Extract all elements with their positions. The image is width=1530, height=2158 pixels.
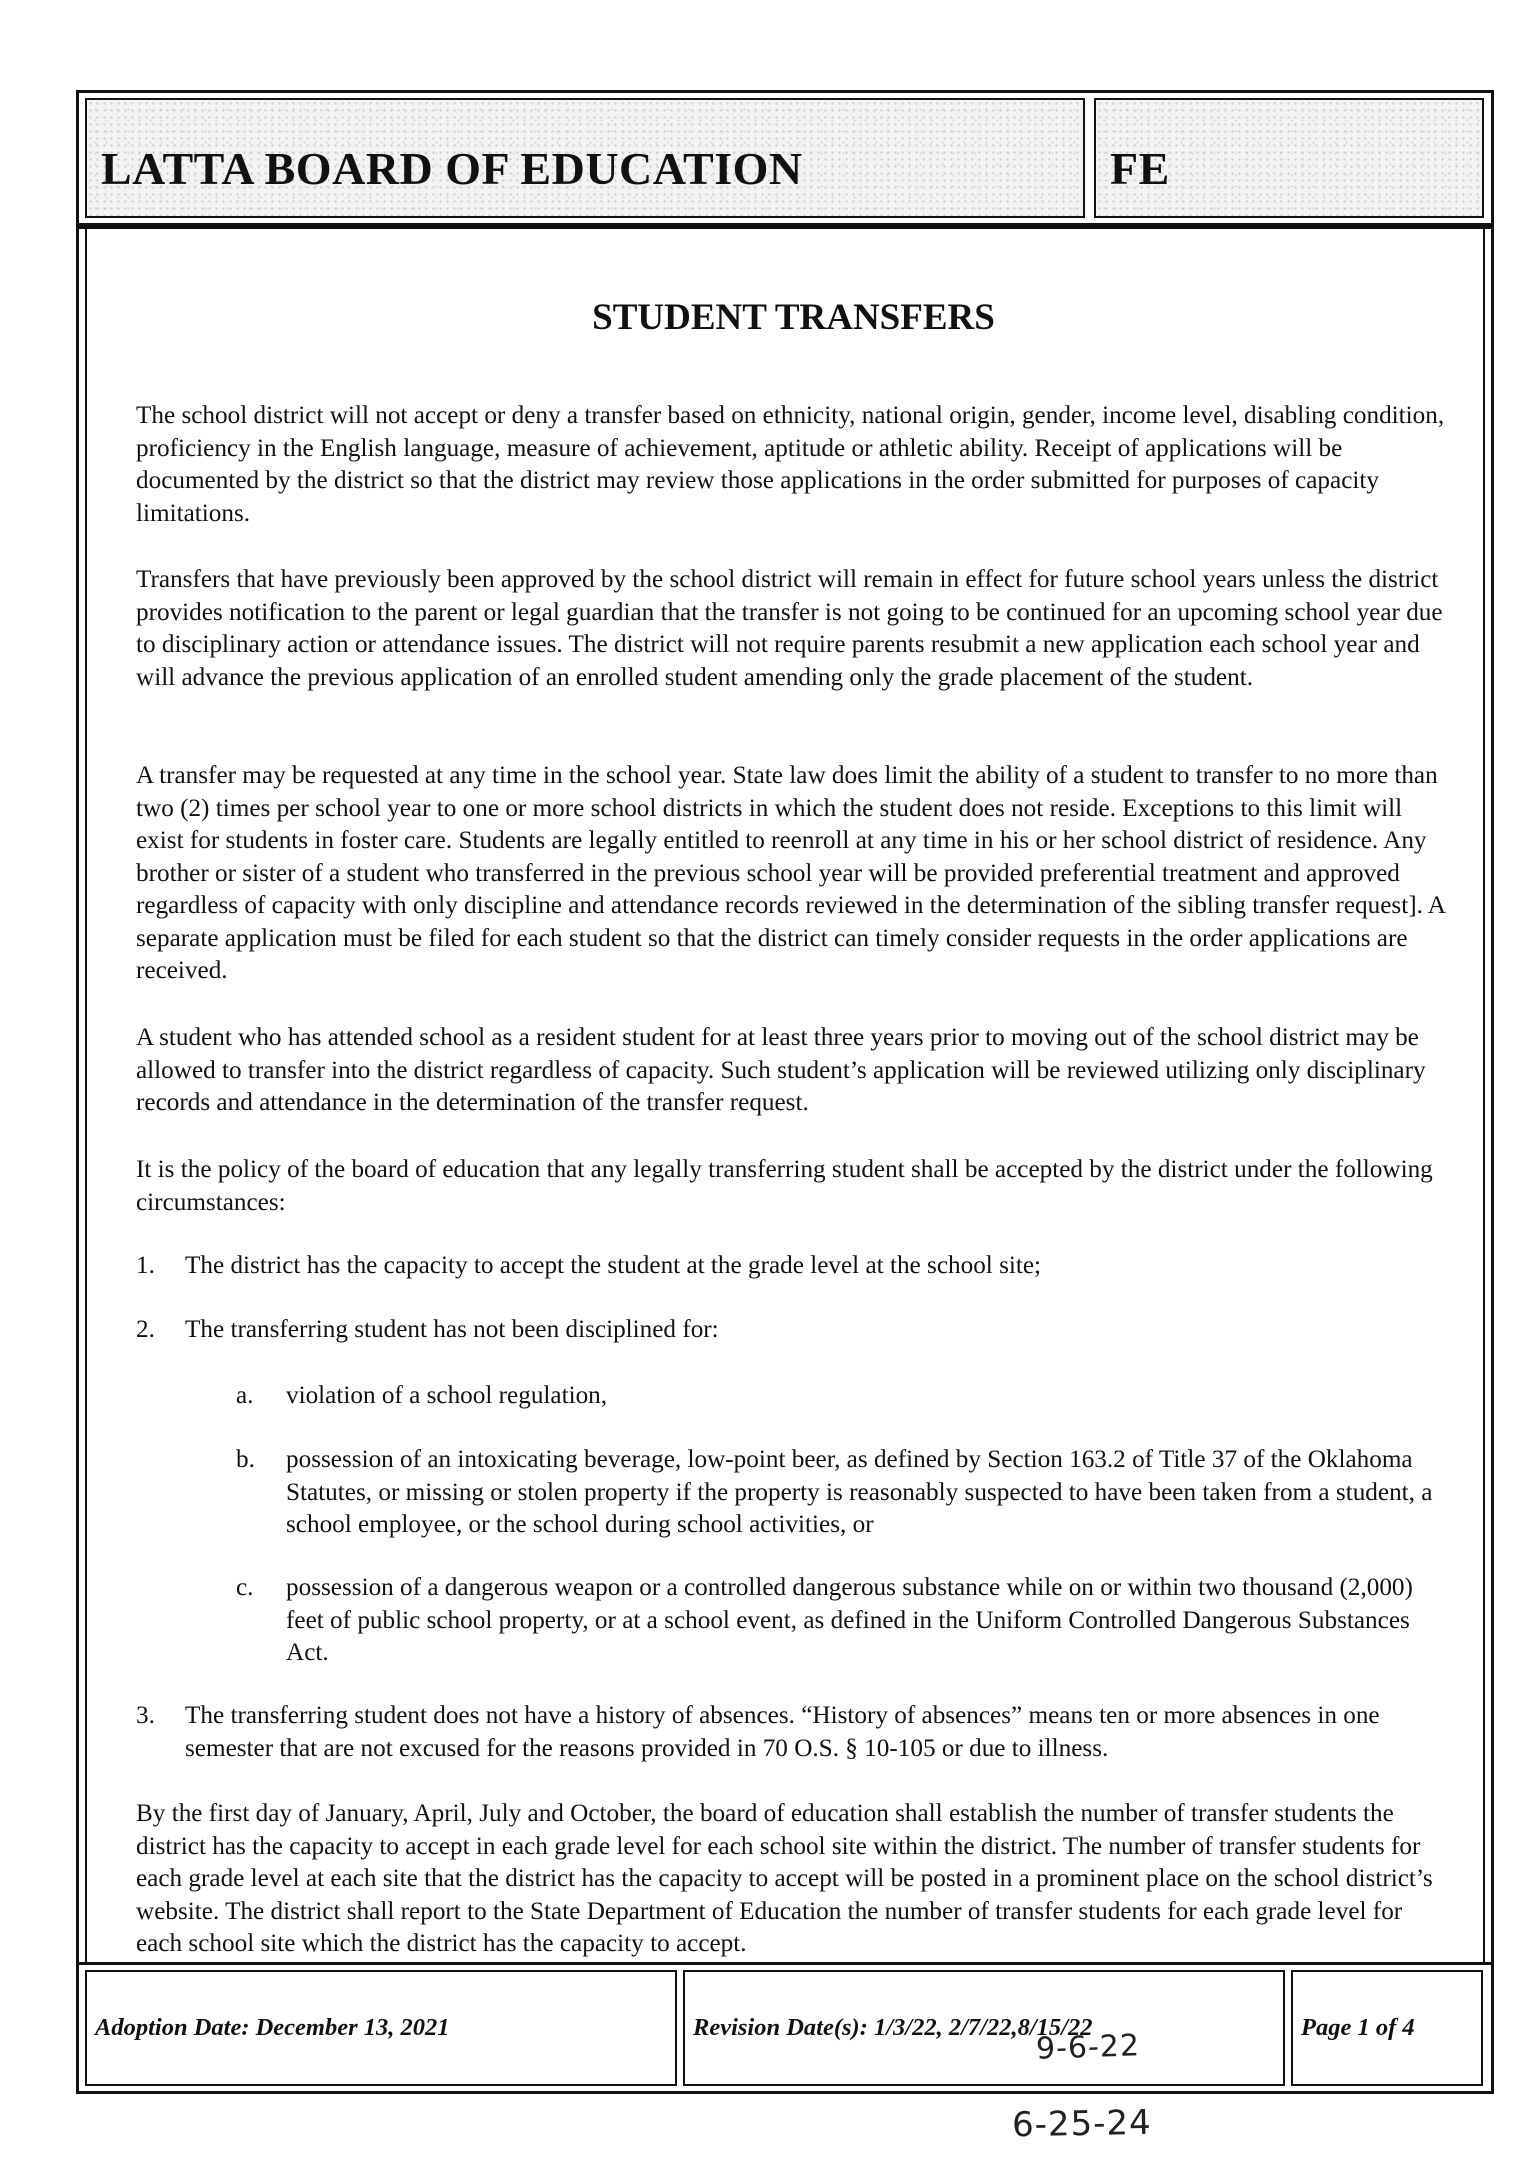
page-title: STUDENT TRANSFERS (592, 297, 995, 338)
list-number: 3. (136, 1702, 155, 1729)
sub-text: possession of an intoxicating beverage, low-point beer, as defined by Section 163.2 of Title 37 of the Oklahoma Statutes, or missing or stolen property if the property is reasonably suspected to have been taken from a student, a school employee, or the school during school activities, or (286, 1446, 1433, 1538)
list-number: 1. (136, 1252, 155, 1279)
header-code-cell (1094, 98, 1484, 218)
list-text: The transferring student has not been disciplined for: (185, 1316, 719, 1343)
paragraph: It is the policy of the board of education that any legally transferring student shall be accepted by the district under the following circumstances: (136, 1156, 1433, 1216)
adoption-date-cell (85, 1970, 677, 2086)
paragraph: Transfers that have previously been approved by the school district will remain in effect for future school years unless the district provides notification to the parent or legal guardian that the transfer is not going to be continued for an upcoming school year due to disciplinary action or attendance issues. The district will not require parents resubmit a new application each school year and will advance the previous application of an enrolled student amending only the grade placement of the student. (136, 566, 1443, 691)
handwritten-revision-date: 9-6-22 (1035, 2028, 1141, 2067)
page-number: Page 1 of 4 (1301, 2014, 1415, 2041)
sub-letter: b. (236, 1446, 255, 1473)
handwritten-revision-date-2: 6-25-24 (1011, 2102, 1153, 2146)
document-footer (76, 1962, 1494, 2094)
sub-letter: c. (236, 1574, 254, 1601)
paragraph: The school district will not accept or deny a transfer based on ethnicity, national origin, gender, income level, disabling condition, proficiency in the English language, measure of achievement, aptitude or athletic ability. Receipt of applications will be documented by the district so that the district may review those applications in the order submitted for purposes of capacity limitations. (136, 402, 1445, 527)
list-text: The transferring student does not have a history of absences. “History of absences” means ten or more absences in one semester that are not excused for the reasons provided in 70 O.S. § 10-105 or due to illness. (185, 1702, 1380, 1762)
sub-letter: a. (236, 1382, 254, 1409)
document-header (76, 90, 1494, 226)
revision-dates-cell (683, 1970, 1285, 2086)
page-number-cell (1291, 1970, 1483, 2086)
adoption-date: Adoption Date: December 13, 2021 (95, 2014, 450, 2041)
list-number: 2. (136, 1316, 155, 1343)
header-title-cell (85, 98, 1085, 218)
board-name: LATTA BOARD OF EDUCATION (101, 143, 803, 194)
list-text: The district has the capacity to accept the student at the grade level at the school site; (185, 1252, 1042, 1279)
revision-dates: Revision Date(s): 1/3/22, 2/7/22,8/15/22 (693, 2014, 1093, 2041)
closing-paragraph: By the first day of January, April, July and October, the board of education shall establish the number of transfer students the district has the capacity to accept in each grade level for each school site within the district. The number of transfer students for each grade level at each site that the district has the capacity to accept will be posted in a prominent place on the school district’s website. The district shall report to the State Department of Education the number of transfer students for each grade level for each school site which the district has the capacity to accept. (136, 1800, 1433, 1957)
paragraph: A transfer may be requested at any time in the school year. State law does limit the ability of a student to transfer to no more than two (2) times per school year to one or more school districts in which the student does not reside. Exceptions to this limit will exist for students in foster care. Students are legally entitled to reenroll at any time in his or her school district of residence. Any brother or sister of a student who transferred in the previous school year will be provided preferential treatment and approved regardless of capacity with only discipline and attendance records reviewed in the determination of the sibling transfer request]. A separate application must be filed for each student so that the district can timely consider requests in the order applications are received. (136, 762, 1445, 984)
sub-text: possession of a dangerous weapon or a controlled dangerous substance while on or within two thousand (2,000) feet of public school property, or at a school event, as defined in the Uniform Controlled Dangerous Substances Act. (286, 1574, 1413, 1666)
policy-code: FE (1110, 143, 1170, 194)
paragraph: A student who has attended school as a resident student for at least three years prior to moving out of the school district may be allowed to transfer into the district regardless of capacity. Such student’s application will be reviewed utilizing only disciplinary records and attendance in the determination of the transfer request. (136, 1024, 1426, 1116)
sub-text: violation of a school regulation, (286, 1382, 608, 1409)
